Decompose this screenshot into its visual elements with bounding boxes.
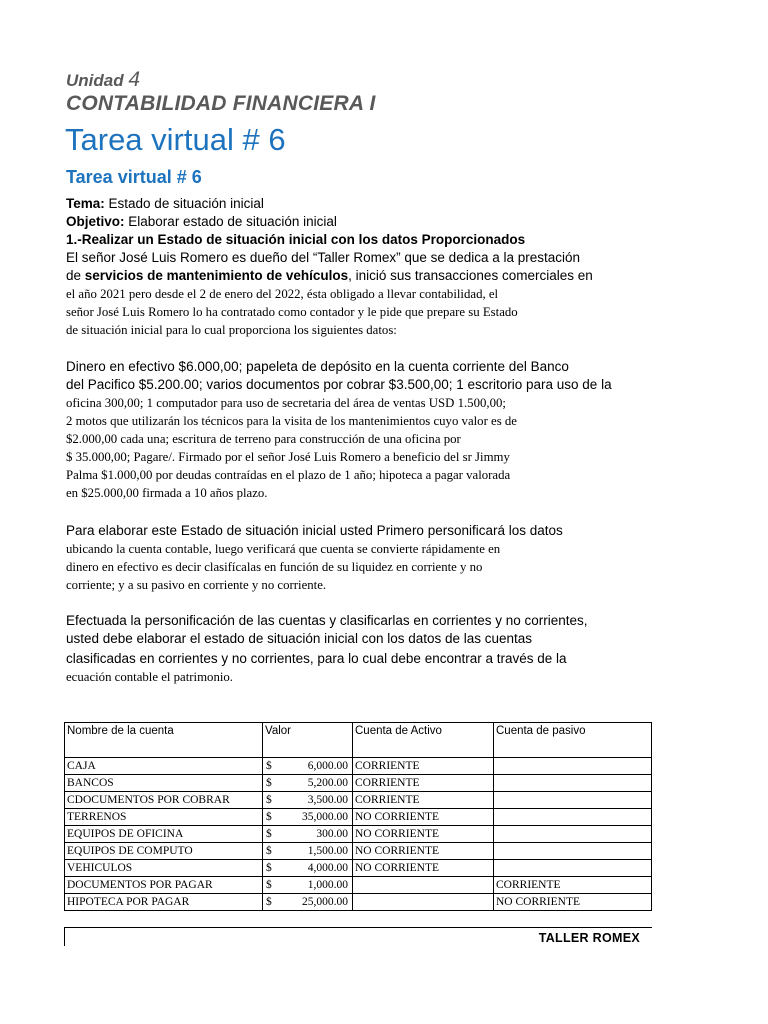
activo-cell bbox=[353, 894, 494, 911]
column-header: Cuenta de Activo bbox=[353, 723, 494, 758]
paragraph1-line: el año 2021 pero desde el 2 de enero del 2022, ésta obligado a llevar contabilidad, el bbox=[66, 287, 499, 301]
objetivo-line bbox=[66, 213, 337, 231]
paragraph2-line: Palma $1.000,00 por deudas contraídas en el plazo de 1 año; hipoteca a pagar valorada bbox=[66, 468, 511, 482]
amount: 3,500.00 bbox=[307, 794, 348, 806]
account-name-cell: EQUIPOS DE COMPUTO bbox=[65, 843, 263, 860]
currency-symbol: $ bbox=[266, 879, 272, 891]
paragraph1-emphasis: servicios de mantenimiento de vehículos bbox=[84, 268, 349, 283]
pasivo-cell bbox=[494, 758, 652, 775]
currency-symbol: $ bbox=[266, 794, 272, 806]
amount: 1,000.00 bbox=[307, 879, 348, 891]
column-header: Valor bbox=[263, 723, 353, 758]
section-title: Tarea virtual # 6 bbox=[66, 167, 202, 187]
account-name-cell: DOCUMENTOS POR PAGAR bbox=[65, 877, 263, 894]
pasivo-cell: CORRIENTE bbox=[494, 877, 652, 894]
unit-label-text: Unidad bbox=[66, 71, 124, 90]
account-value-cell bbox=[263, 860, 353, 877]
pasivo-cell bbox=[494, 860, 652, 877]
footer-divider bbox=[64, 927, 652, 928]
activo-cell bbox=[353, 877, 494, 894]
unit-number: 4 bbox=[128, 68, 141, 91]
amount: 4,000.00 bbox=[307, 862, 348, 874]
paragraph4-line: ecuación contable el patrimonio. bbox=[66, 670, 234, 684]
paragraph1-line: El señor José Luis Romero es dueño del “Taller Romex” que se dedica a la prestación bbox=[66, 250, 581, 265]
account-value-cell bbox=[263, 809, 353, 826]
tema-line bbox=[66, 195, 264, 213]
footer-company: TALLER ROMEX bbox=[538, 931, 640, 945]
paragraph4-line: usted debe elaborar el estado de situación inicial con los datos de las cuentas bbox=[66, 631, 533, 646]
instruction-line: 1.-Realizar un Estado de situación inicial con los datos Proporcionados bbox=[66, 232, 526, 247]
pasivo-cell bbox=[494, 792, 652, 809]
activo-cell: NO CORRIENTE bbox=[353, 809, 494, 826]
currency-symbol: $ bbox=[266, 896, 272, 908]
account-name-cell: CDOCUMENTOS POR COBRAR bbox=[65, 792, 263, 809]
account-name-cell: BANCOS bbox=[65, 775, 263, 792]
account-name-cell: CAJA bbox=[65, 758, 263, 775]
table-row bbox=[65, 792, 652, 809]
paragraph3-line: Para elaborar este Estado de situación inicial usted Primero personificará los datos bbox=[66, 523, 563, 538]
paragraph1-line bbox=[66, 267, 593, 285]
column-header: Nombre de la cuenta bbox=[65, 723, 263, 758]
amount: 35,000.00 bbox=[302, 811, 348, 823]
account-value-cell bbox=[263, 843, 353, 860]
pasivo-cell bbox=[494, 775, 652, 792]
account-value-cell bbox=[263, 775, 353, 792]
paragraph1-text: , inició sus transacciones comerciales en bbox=[348, 268, 593, 283]
paragraph2-line: 2 motos que utilizarán los técnicos para la visita de los mantenimientos cuyo valor es de bbox=[66, 414, 517, 428]
tema-value: Estado de situación inicial bbox=[108, 196, 264, 211]
paragraph4-line: clasificadas en corrientes y no corrientes, para lo cual debe encontrar a través de la bbox=[66, 651, 567, 666]
table-row bbox=[65, 826, 652, 843]
course-title: CONTABILIDAD FINANCIERA I bbox=[66, 92, 376, 115]
pasivo-cell bbox=[494, 826, 652, 843]
amount: 1,500.00 bbox=[307, 845, 348, 857]
paragraph2-line: del Pacifico $5.200.00; varios documentos por cobrar $3.500,00; 1 escritorio para uso de la bbox=[66, 377, 612, 392]
column-header: Cuenta de pasivo bbox=[494, 723, 652, 758]
table-row bbox=[65, 877, 652, 894]
paragraph2-line: Dinero en efectivo $6.000,00; papeleta de depósito en la cuenta corriente del Banco bbox=[66, 359, 569, 374]
pasivo-cell bbox=[494, 809, 652, 826]
amount: 25,000.00 bbox=[302, 896, 348, 908]
currency-symbol: $ bbox=[266, 828, 272, 840]
paragraph4-line: Efectuada la personificación de las cuentas y clasificarlas en corrientes y no corrientes, bbox=[66, 613, 588, 628]
activo-cell: CORRIENTE bbox=[353, 758, 494, 775]
paragraph2-line: oficina 300,00; 1 computador para uso de secretaria del área de ventas USD 1.500,00; bbox=[66, 396, 506, 410]
account-value-cell bbox=[263, 758, 353, 775]
paragraph3-line: dinero en efectivo es decir clasifícalas en función de su liquidez en corriente y no bbox=[66, 560, 483, 574]
table-row bbox=[65, 775, 652, 792]
activo-cell: NO CORRIENTE bbox=[353, 826, 494, 843]
currency-symbol: $ bbox=[266, 760, 272, 772]
activo-cell: NO CORRIENTE bbox=[353, 843, 494, 860]
amount: 6,000.00 bbox=[307, 760, 348, 772]
activo-cell: CORRIENTE bbox=[353, 792, 494, 809]
currency-symbol: $ bbox=[266, 845, 272, 857]
paragraph3-line: corriente; y a su pasivo en corriente y no corriente. bbox=[66, 578, 327, 592]
account-value-cell bbox=[263, 826, 353, 843]
currency-symbol: $ bbox=[266, 811, 272, 823]
account-name-cell: TERRENOS bbox=[65, 809, 263, 826]
table-row bbox=[65, 860, 652, 877]
pasivo-cell bbox=[494, 843, 652, 860]
paragraph2-line: $ 35.000,00; Pagare/. Firmado por el señor José Luis Romero a beneficio del sr Jimmy bbox=[66, 450, 510, 464]
table-header-row bbox=[65, 723, 652, 758]
tema-label: Tema: bbox=[66, 196, 105, 211]
objetivo-label: Objetivo: bbox=[66, 214, 125, 229]
account-name-cell: VEHICULOS bbox=[65, 860, 263, 877]
paragraph2-line: $2.000,00 cada una; escritura de terreno para construcción de una oficina por bbox=[66, 432, 461, 446]
activo-cell: NO CORRIENTE bbox=[353, 860, 494, 877]
paragraph1-text: de bbox=[66, 268, 85, 283]
account-value-cell bbox=[263, 894, 353, 911]
table-row bbox=[65, 894, 652, 911]
paragraph3-line: ubicando la cuenta contable, luego verificará que cuenta se convierte rápidamente en bbox=[66, 542, 501, 556]
pasivo-cell: NO CORRIENTE bbox=[494, 894, 652, 911]
amount: 300.00 bbox=[316, 828, 348, 840]
paragraph1-line: de situación inicial para lo cual proporciona los siguientes datos: bbox=[66, 323, 397, 337]
account-value-cell bbox=[263, 877, 353, 894]
objetivo-value: Elaborar estado de situación inicial bbox=[128, 214, 337, 229]
paragraph2-line: en $25.000,00 firmada a 10 años plazo. bbox=[66, 486, 268, 500]
activo-cell: CORRIENTE bbox=[353, 775, 494, 792]
table-row bbox=[65, 809, 652, 826]
amount: 5,200.00 bbox=[307, 777, 348, 789]
currency-symbol: $ bbox=[266, 777, 272, 789]
page-title: Tarea virtual # 6 bbox=[65, 122, 286, 157]
footer-divider bbox=[64, 927, 65, 946]
account-name-cell: EQUIPOS DE OFICINA bbox=[65, 826, 263, 843]
account-name-cell: HIPOTECA POR PAGAR bbox=[65, 894, 263, 911]
table-row bbox=[65, 758, 652, 775]
accounts-table bbox=[64, 722, 652, 911]
table-row bbox=[65, 843, 652, 860]
paragraph1-line: señor José Luis Romero lo ha contratado como contador y le pide que prepare su Estado bbox=[66, 305, 518, 319]
account-value-cell bbox=[263, 792, 353, 809]
currency-symbol: $ bbox=[266, 862, 272, 874]
unit-label bbox=[66, 68, 140, 92]
